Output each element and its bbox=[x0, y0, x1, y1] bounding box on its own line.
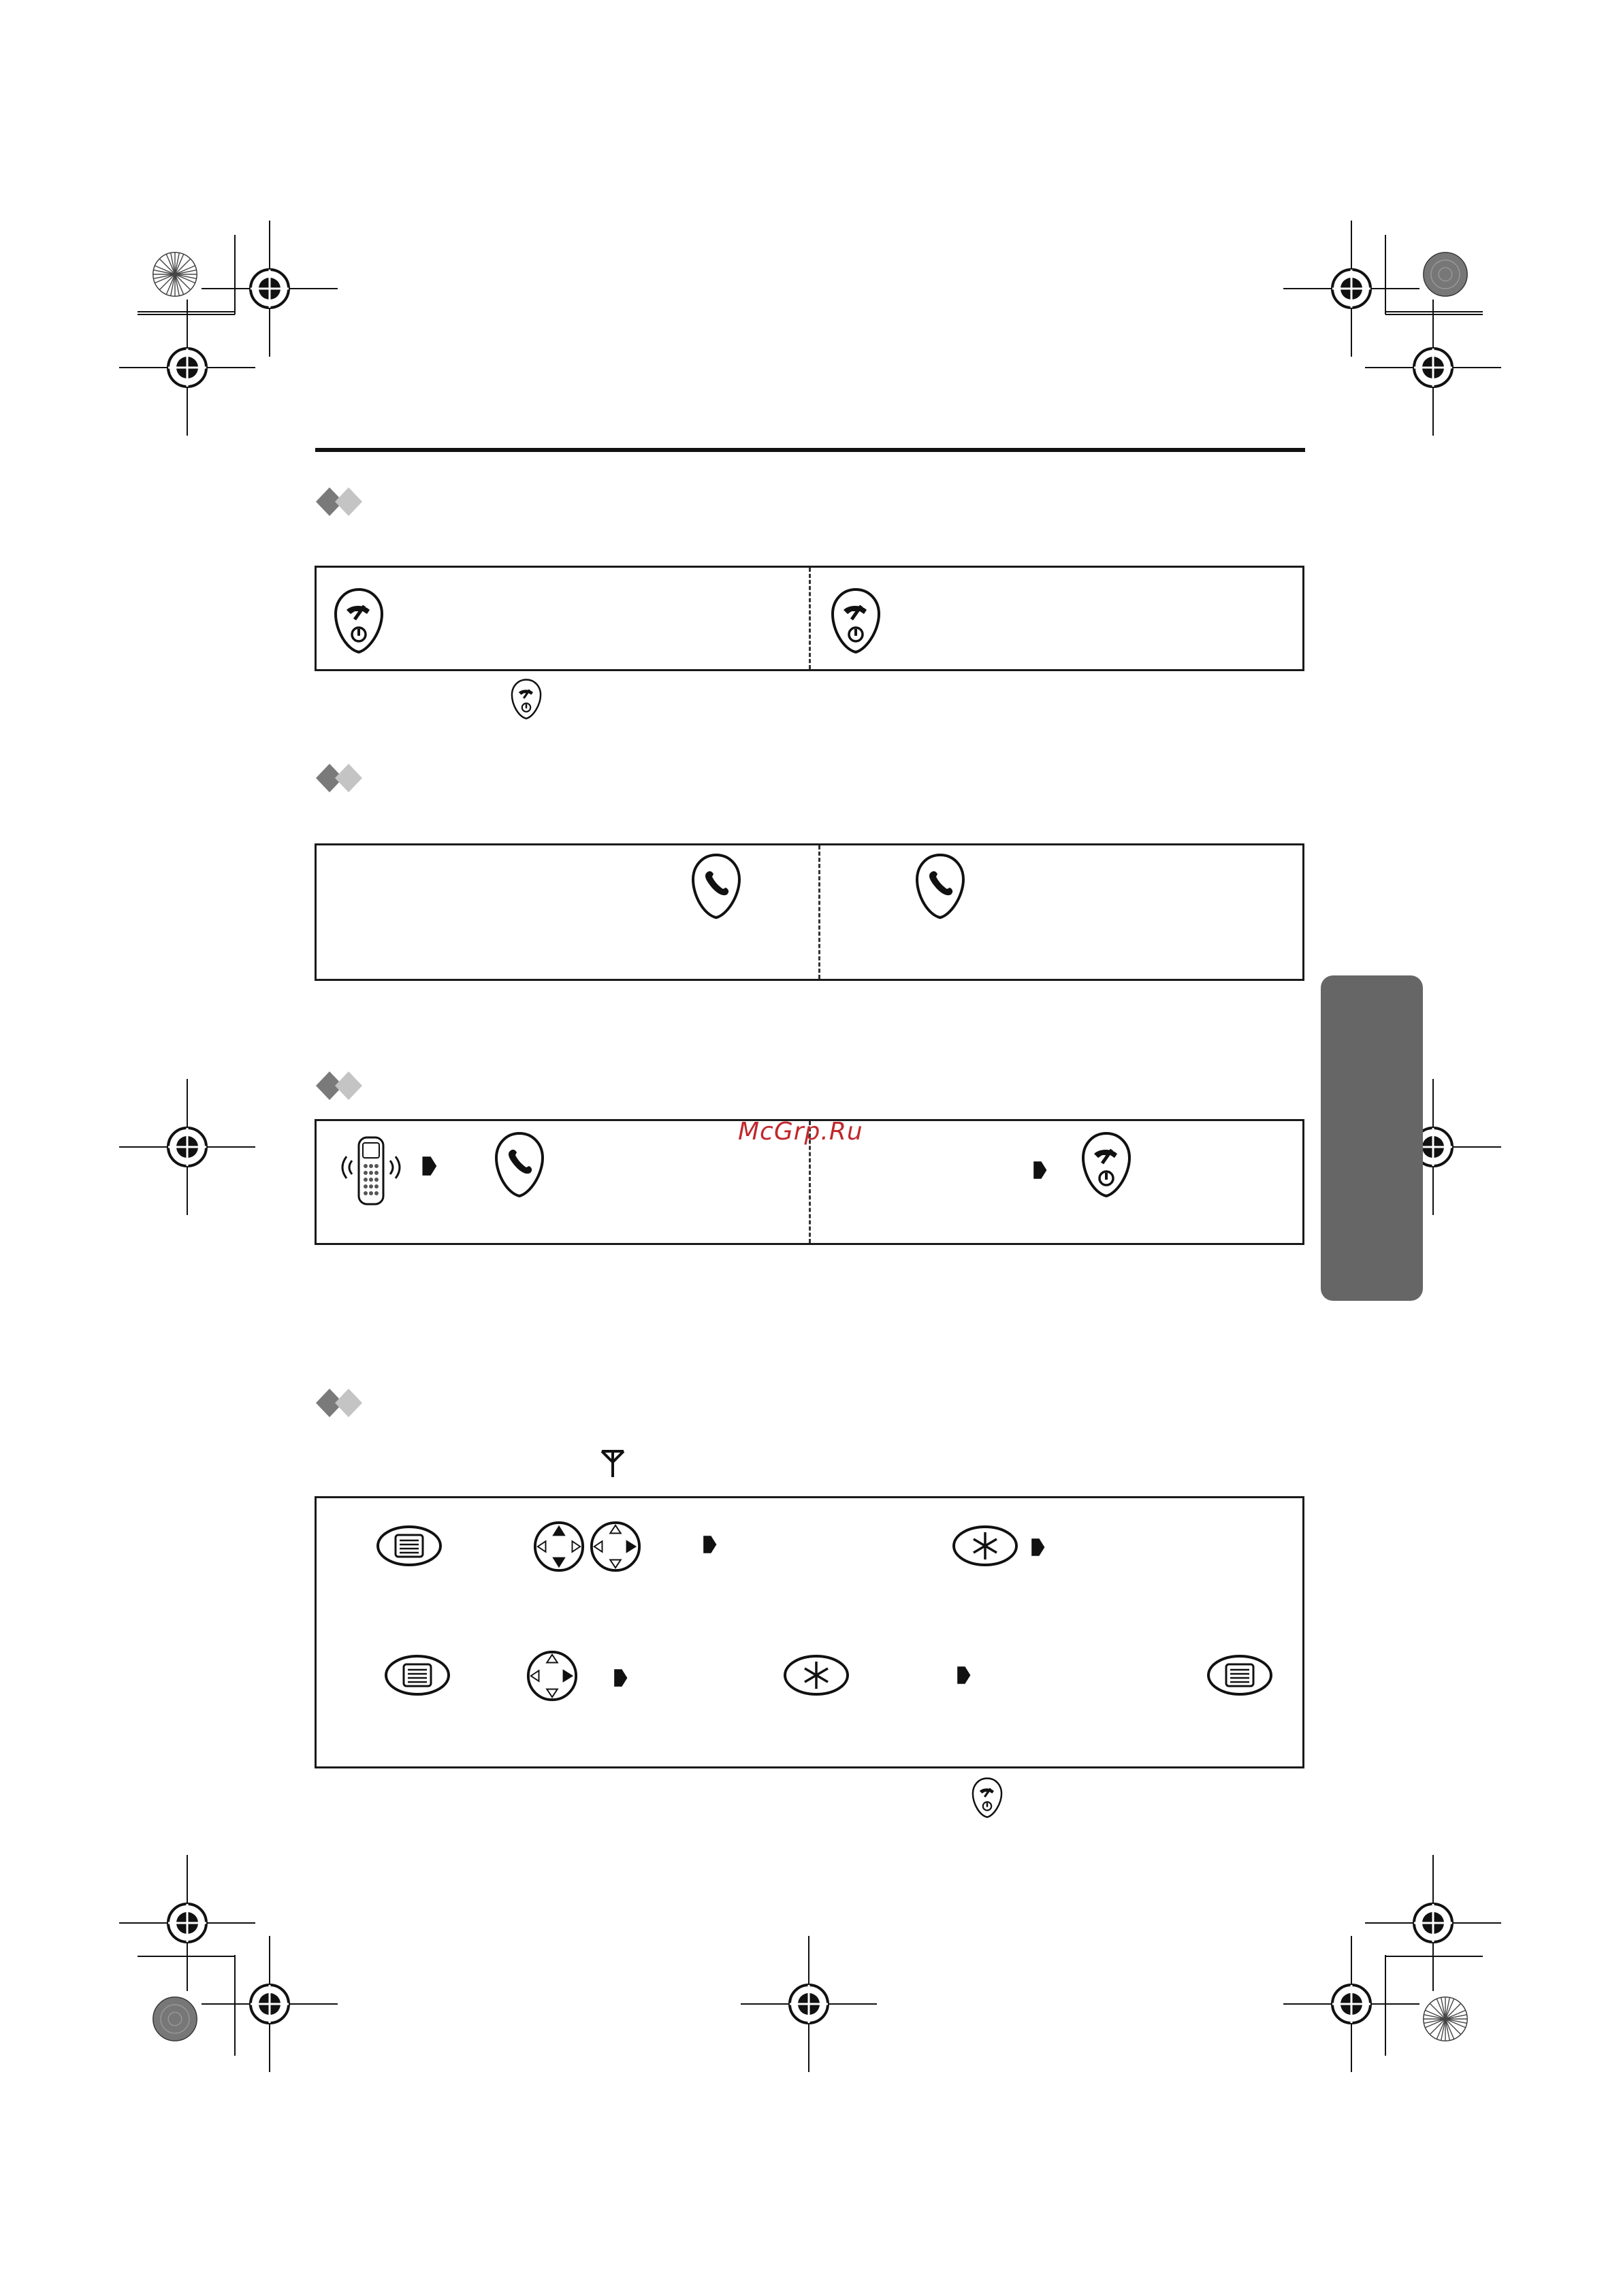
off-button-icon bbox=[332, 587, 386, 655]
side-tab bbox=[1321, 975, 1423, 1301]
watermark: McGrp.Ru bbox=[738, 1118, 863, 1146]
graydot-target-top-right bbox=[1422, 250, 1469, 298]
section-4-box bbox=[315, 1496, 1304, 1768]
arrow-icon bbox=[420, 1154, 438, 1178]
registration-mark bbox=[119, 1079, 255, 1215]
menu-button-icon bbox=[1206, 1653, 1274, 1697]
off-button-icon bbox=[1079, 1131, 1134, 1199]
navigator-left-right-icon bbox=[589, 1520, 642, 1573]
asterisk-button-icon bbox=[951, 1524, 1019, 1568]
registration-mark bbox=[119, 300, 255, 436]
arrow-icon bbox=[612, 1667, 628, 1689]
off-button-icon bbox=[509, 678, 543, 720]
menu-button-icon bbox=[375, 1524, 443, 1568]
antenna-icon bbox=[599, 1449, 626, 1478]
starburst-target-bottom-right bbox=[1422, 1995, 1469, 2043]
registration-mark bbox=[1283, 1936, 1419, 2072]
off-button-icon bbox=[829, 587, 883, 655]
section-2-box bbox=[315, 843, 1304, 981]
ringing-handset-icon bbox=[332, 1133, 408, 1208]
section-bullet-diamonds bbox=[315, 761, 369, 795]
section-bullet-diamonds bbox=[315, 1386, 369, 1420]
arrow-icon bbox=[1031, 1159, 1048, 1181]
registration-mark bbox=[741, 1936, 877, 2072]
talk-button-icon bbox=[492, 1131, 547, 1199]
header-rule bbox=[315, 448, 1305, 452]
section-1-box bbox=[315, 566, 1304, 671]
arrow-icon bbox=[1029, 1536, 1046, 1558]
asterisk-button-icon bbox=[782, 1653, 850, 1697]
navigator-up-down-icon bbox=[532, 1520, 585, 1573]
registration-mark bbox=[202, 1936, 338, 2072]
menu-button-icon bbox=[383, 1653, 451, 1697]
arrow-icon bbox=[955, 1664, 972, 1686]
column-divider bbox=[818, 845, 820, 979]
talk-button-icon bbox=[913, 852, 967, 920]
section-bullet-diamonds bbox=[315, 485, 369, 519]
navigator-icon bbox=[526, 1649, 579, 1702]
talk-button-icon bbox=[689, 852, 743, 920]
section-bullet-diamonds bbox=[315, 1069, 369, 1103]
graydot-target-bottom-left bbox=[151, 1995, 199, 2043]
arrow-icon bbox=[701, 1534, 718, 1555]
column-divider bbox=[809, 568, 811, 669]
registration-mark bbox=[1365, 300, 1501, 436]
off-button-icon bbox=[970, 1777, 1004, 1819]
starburst-target-top-left bbox=[151, 250, 199, 298]
